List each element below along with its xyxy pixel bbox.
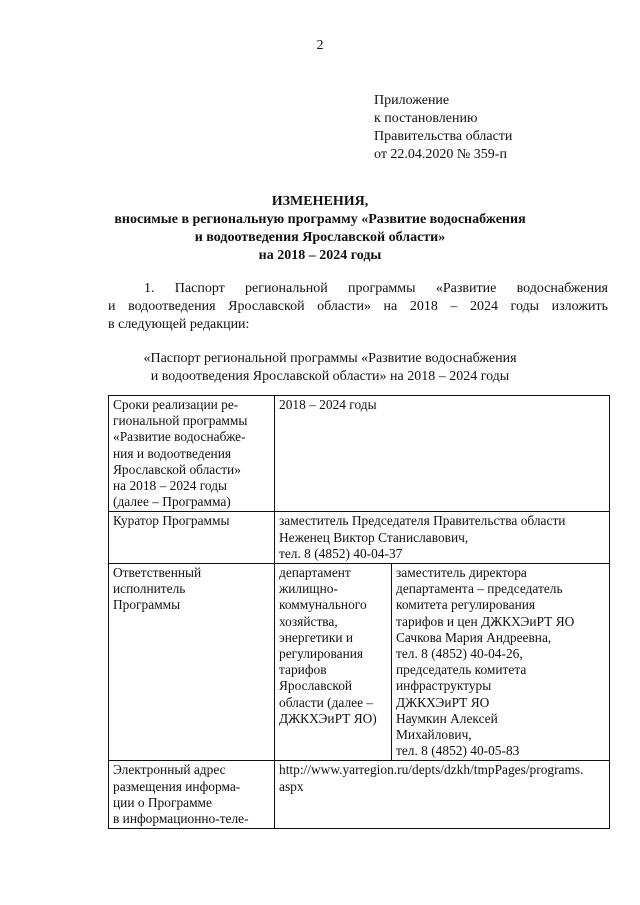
cell-line: исполнитель — [113, 581, 186, 597]
table-row — [109, 512, 610, 564]
row-label-cell — [109, 564, 275, 761]
appendix-line: от 22.04.2020 № 359-п — [374, 147, 507, 162]
cell-line: Электронный адрес — [113, 762, 226, 778]
appendix-line: Приложение — [374, 93, 450, 108]
cell-line: ции о Программе — [113, 794, 212, 810]
title-line: вносимые в региональную программу «Развитие водоснабжения — [114, 212, 526, 227]
cell-line: заместитель Председателя Правительства области — [279, 513, 566, 529]
body-paragraph — [108, 280, 608, 334]
table-row — [109, 564, 610, 761]
cell-line: жилищно- — [279, 581, 338, 597]
cell-line: размещения информа- — [113, 778, 241, 794]
cell-line: Ответственный — [113, 565, 202, 581]
row-label-cell — [109, 512, 275, 564]
title-line: и водоотведения Ярославской области» — [194, 230, 446, 245]
document-title — [0, 193, 640, 265]
cell-line: департамент — [279, 565, 351, 581]
cell-line: 2018 – 2024 годы — [279, 397, 377, 412]
cell-line: тарифов и цен ДЖКХЭиРТ ЯО — [396, 613, 575, 629]
cell-line: Сроки реализации ре- — [113, 397, 239, 412]
cell-line: Михайлович, — [396, 727, 472, 743]
title-line: ИЗМЕНЕНИЯ, — [271, 194, 369, 209]
appendix-line: к постановлению — [374, 111, 478, 126]
row-label-cell — [109, 761, 275, 829]
cell-line: департамента – председатель — [396, 581, 563, 597]
row-value-cell — [275, 512, 610, 564]
cell-line: инфраструктуры — [396, 678, 492, 694]
cell-line: (далее – Программа) — [113, 494, 231, 510]
contacts-cell — [392, 564, 610, 761]
table-row — [109, 396, 610, 512]
cell-line: «Развитие водоснабже- — [113, 429, 246, 445]
appendix-block — [374, 92, 512, 164]
row-value-cell — [275, 761, 610, 829]
cell-line: тел. 8 (4852) 40-05-83 — [396, 743, 520, 759]
cell-line: Ярославской области» — [113, 461, 241, 477]
cell-line: Неженец Виктор Станиславович, — [279, 529, 469, 545]
program-url: http://www.yarregion.ru/depts/dzkh/tmpPages/programs. — [279, 762, 584, 778]
cell-line: гиональной программы — [113, 413, 248, 429]
cell-line: комитета регулирования — [396, 597, 536, 613]
page-number: 2 — [316, 38, 324, 53]
title-line: на 2018 – 2024 годы — [258, 248, 382, 263]
passport-title-line: и водоотведения Ярославской области» на 2018 – 2024 годы — [150, 369, 510, 384]
cell-line: тел. 8 (4852) 40-04-37 — [279, 545, 403, 561]
cell-line: коммунального — [279, 597, 367, 613]
appendix-line: Правительства области — [374, 129, 513, 144]
passport-title-line: «Паспорт региональной программы «Развитие водоснабжения — [143, 351, 517, 366]
cell-line: ния и водоотведения — [113, 445, 232, 461]
cell-line: тел. 8 (4852) 40-04-26, — [396, 646, 523, 662]
paragraph-line: и водоотведения Ярославской области» на 2018 – 2024 годы изложить — [108, 299, 608, 314]
cell-line: Наумкин Алексей — [396, 710, 498, 726]
passport-table — [108, 395, 610, 829]
cell-line: ДЖКХЭиРТ ЯО) — [279, 710, 377, 726]
cell-line: Сачкова Мария Андреевна, — [396, 629, 552, 645]
cell-line: тарифов — [279, 662, 327, 678]
cell-line: регулирования — [279, 646, 364, 662]
cell-line: председатель комитета — [396, 662, 527, 678]
paragraph-line: в следующей редакции: — [108, 317, 250, 332]
passport-title — [0, 350, 640, 386]
cell-line: в информационно-теле- — [113, 811, 249, 827]
cell-line: области (далее – — [279, 694, 374, 710]
cell-line: Программы — [113, 597, 181, 613]
program-url-continued: aspx — [279, 778, 304, 794]
cell-line: ДЖКХЭиРТ ЯО — [396, 694, 490, 710]
paragraph-line: 1. Паспорт региональной программы «Развитие водоснабжения — [144, 281, 608, 296]
cell-line: заместитель директора — [396, 565, 527, 581]
cell-line: на 2018 – 2024 годы — [113, 478, 228, 494]
row-value-cell — [275, 396, 610, 512]
row-label-cell — [109, 396, 275, 512]
table-row — [109, 761, 610, 829]
cell-line: хозяйства, — [279, 613, 338, 629]
department-cell — [275, 564, 392, 761]
cell-line: энергетики и — [279, 629, 354, 645]
cell-line: Куратор Программы — [113, 513, 230, 529]
cell-line: Ярославской — [279, 678, 353, 694]
